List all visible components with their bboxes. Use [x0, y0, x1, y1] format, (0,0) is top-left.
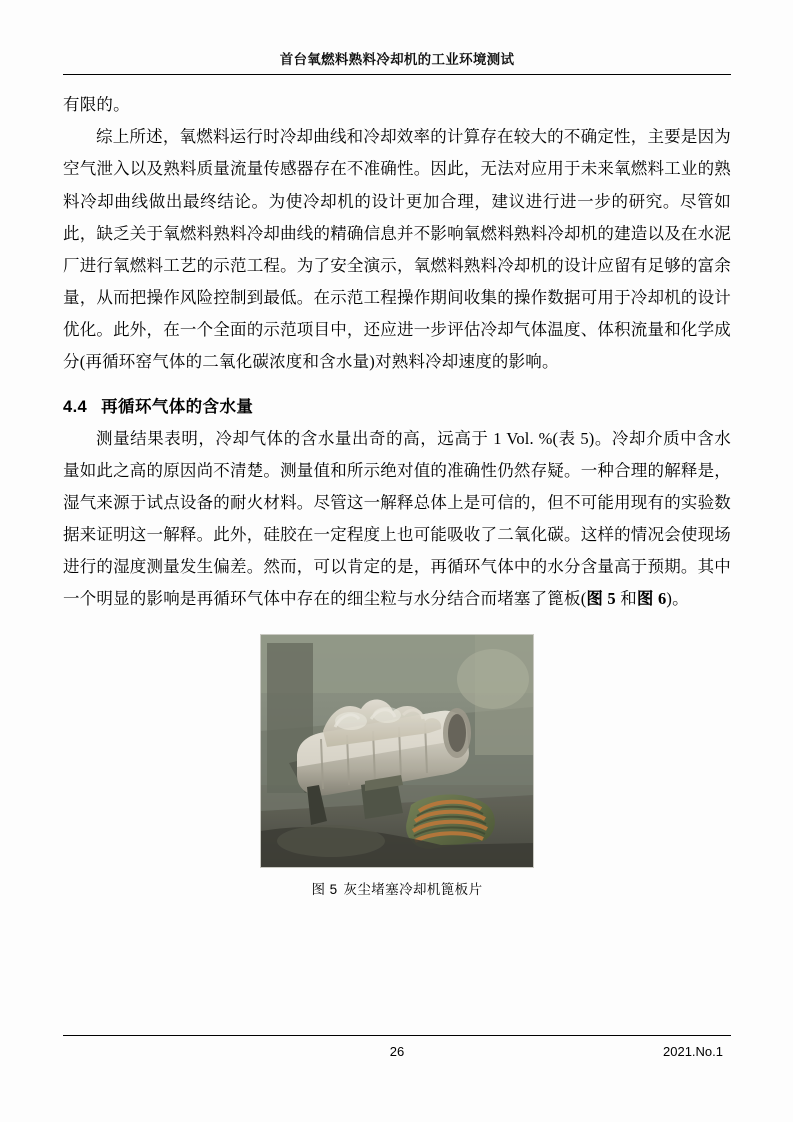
figure-ref-5: 图 5 [586, 589, 616, 609]
figure-ref-6: 图 6 [636, 589, 667, 609]
section-heading [63, 393, 731, 417]
figure-ref-conjunction: 和 [615, 589, 637, 609]
figure-5-caption [63, 878, 731, 898]
section-title: 再循环气体的含水量 [101, 397, 254, 416]
footer-divider [63, 1035, 731, 1036]
page-footer [63, 1035, 731, 1062]
running-header: 首台氧燃料熟料冷却机的工业环境测试 [279, 52, 515, 67]
issue-label: 2021.No.1 [663, 1044, 723, 1059]
header-divider [63, 74, 731, 75]
page-content [63, 48, 731, 898]
figure-5-caption-text: 灰尘堵塞冷却机篦板片 [343, 881, 483, 897]
footer-row [63, 1044, 731, 1062]
figure-5 [63, 634, 731, 898]
figure-5-image [260, 634, 534, 868]
paragraph-summary: 综上所述，氧燃料运行时冷却曲线和冷却效率的计算存在较大的不确定性，主要是因为空气泄入以及熟料质量流量传感器存在不准确性。因此，无法对应用于未来氧燃料工业的熟料冷却曲线做出最终结论。为使冷却机的设计更加合理，建议进行进一步的研究。尽管如此，缺乏关于氧燃料熟料冷却曲线的精确信息并不影响氧燃料熟料冷却机的建造以及在水泥厂进行氧燃料工艺的示范工程。为了安全演示，氧燃料熟料冷却机的设计应留有足够的富余量，从而把操作风险控制到最低。在示范工程操作期间收集的操作数据可用于冷却机的设计优化。此外，在一个全面的示范项目中，还应进一步评估冷却气体温度、体积流量和化学成分(再循环窑气体的二氧化碳浓度和含水量)对熟料冷却速度的影响。 [63, 127, 731, 372]
paragraph-moisture [63, 423, 731, 616]
figure-5-caption-number: 图 5 [311, 881, 338, 897]
paragraph-moisture-part1: 测量结果表明，冷却气体的含水量出奇的高，远高于 1 Vol. %(表 5)。冷却介质中含水量如此之高的原因尚不清楚。测量值和所示绝对值的准确性仍然存疑。一种合理的解释是，湿气来源于试点设备的耐火材料。尽管这一解释总体上是可信的，但不可能用现有的实验数据来证明这一解释。此外，硅胶在一定程度上也可能吸收了二氧化碳。这样的情况会使现场进行的湿度测量发生偏差。然而，可以肯定的是，再循环气体中的水分含量高于预期。其中一个明显的影响是再循环气体中存在的细尘粒与水分结合而堵塞了篦板( [63, 428, 731, 609]
section-number: 4.4 [63, 397, 88, 416]
cooler-grate-plate-photo [261, 635, 533, 867]
page-number: 26 [389, 1044, 405, 1059]
paragraph-moisture-part2: )。 [666, 589, 689, 609]
paragraph-continuation: 有限的。 [63, 95, 130, 114]
